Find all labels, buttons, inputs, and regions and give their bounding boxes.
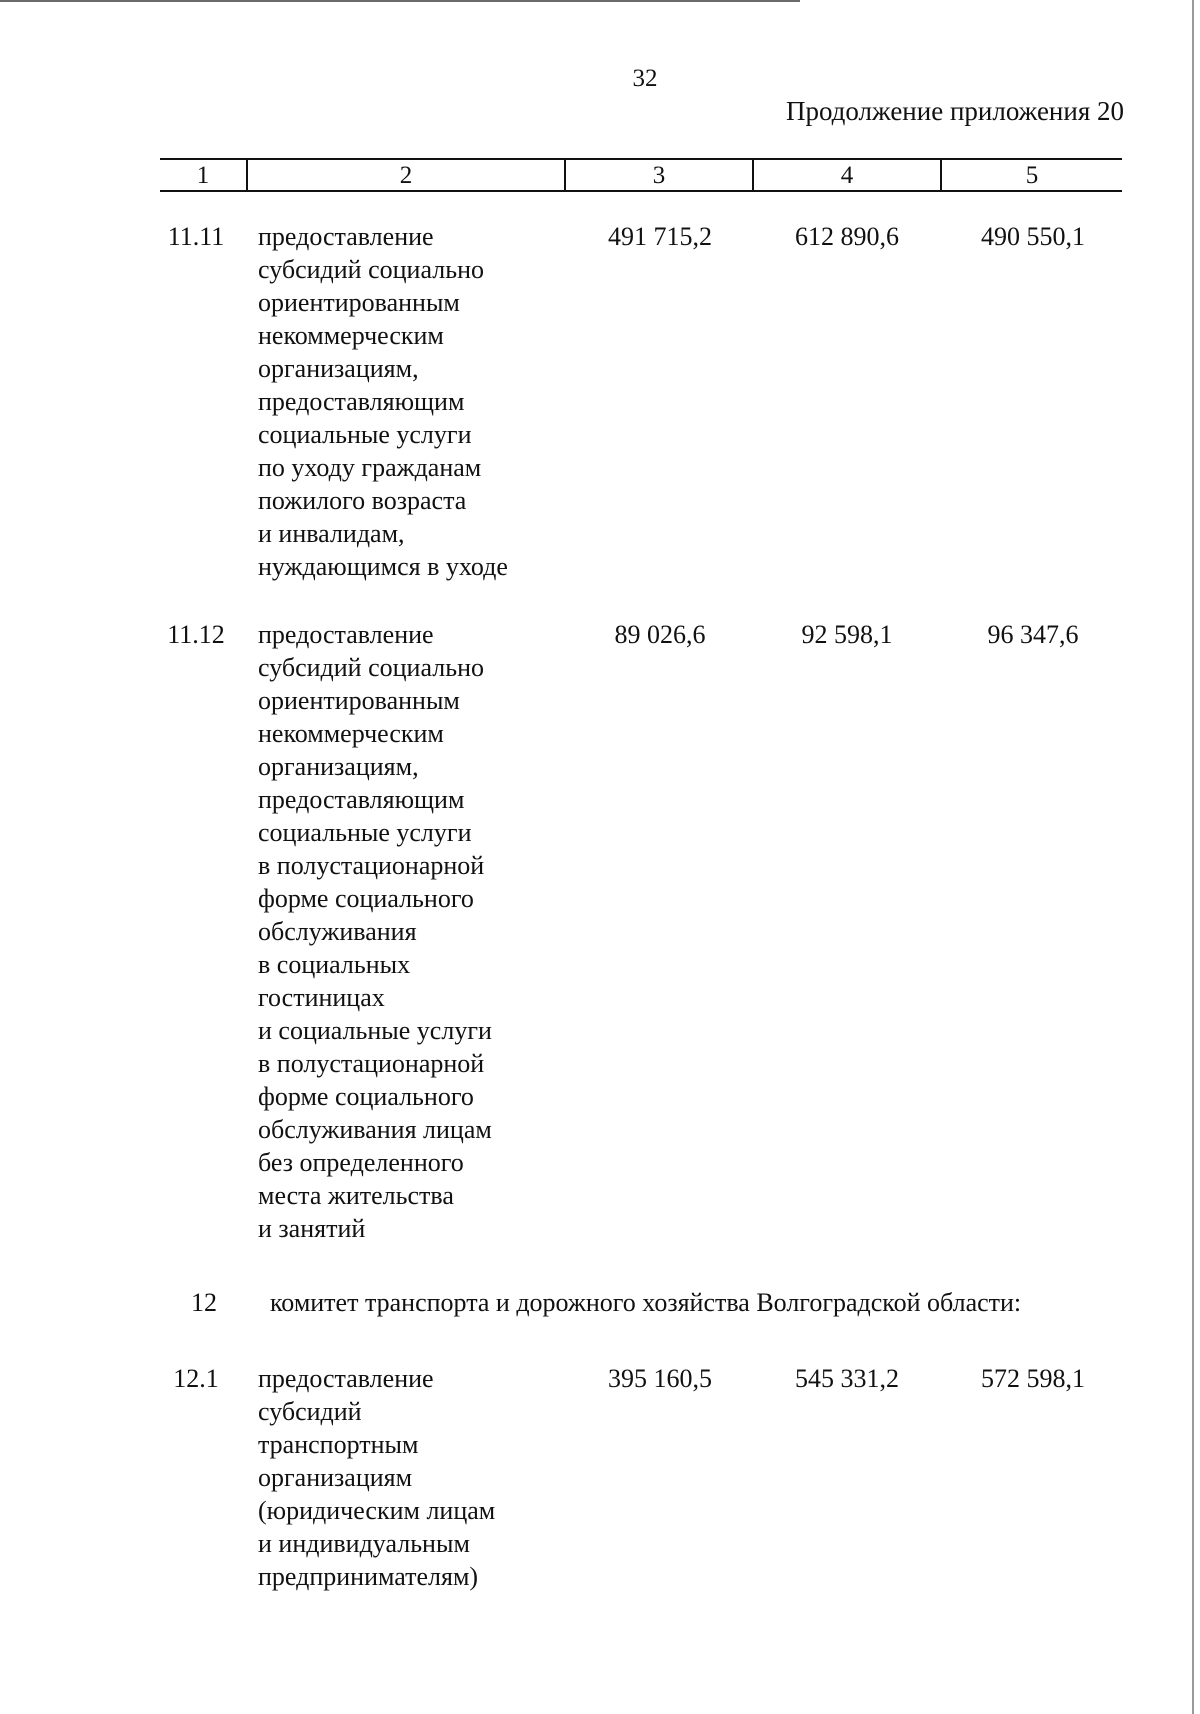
row-description: предоставление субсидий социально ориентированным некоммерческим организациям, предоставляющим социальные услуги в полустационарной форме социального обслуживания в социальных гостиницах и социальные услуги в полустационарной форме социального обслуживания лицам без определенного места жительства и занятий: [258, 620, 492, 1243]
row-value-col5: 572 598,1: [981, 1364, 1085, 1393]
page-number: 32: [632, 65, 658, 92]
row-value-col5: 96 347,6: [987, 620, 1079, 649]
row-description: предоставление субсидий транспортным организациям (юридическим лицам и индивидуальным предпринимателям): [258, 1364, 496, 1591]
row-number: 11.12: [167, 620, 225, 649]
row-value-col4: 612 890,6: [795, 222, 899, 251]
scan-edge-line-top: [0, 0, 800, 2]
row-value-col4: 92 598,1: [801, 620, 893, 649]
column-header-4: 4: [840, 162, 854, 189]
row-value-col3: 395 160,5: [608, 1364, 712, 1393]
row-value-col3: 89 026,6: [614, 620, 706, 649]
section-number: 12: [191, 1288, 217, 1317]
continuation-caption: Продолжение приложения 20: [785, 96, 1124, 126]
column-header-5: 5: [1025, 162, 1039, 189]
row-number: 11.11: [167, 222, 225, 251]
row-description: предоставление субсидий социально ориентированным некоммерческим организациям, предоставляющим социальные услуги по уходу гражданам пожилого возраста и инвалидам, нуждающимся в уходе: [258, 222, 508, 581]
row-value-col5: 490 550,1: [981, 222, 1085, 251]
row-value-col3: 491 715,2: [608, 222, 712, 251]
column-header-3: 3: [652, 162, 666, 189]
row-number: 12.1: [173, 1364, 219, 1393]
row-value-col4: 545 331,2: [795, 1364, 899, 1393]
column-header-1: 1: [196, 162, 210, 189]
column-header-2: 2: [399, 162, 413, 189]
table-column-header: [160, 158, 1122, 192]
section-title: комитет транспорта и дорожного хозяйства Волгоградской области:: [270, 1288, 1022, 1317]
scan-edge-line-right: [1192, 0, 1194, 1714]
